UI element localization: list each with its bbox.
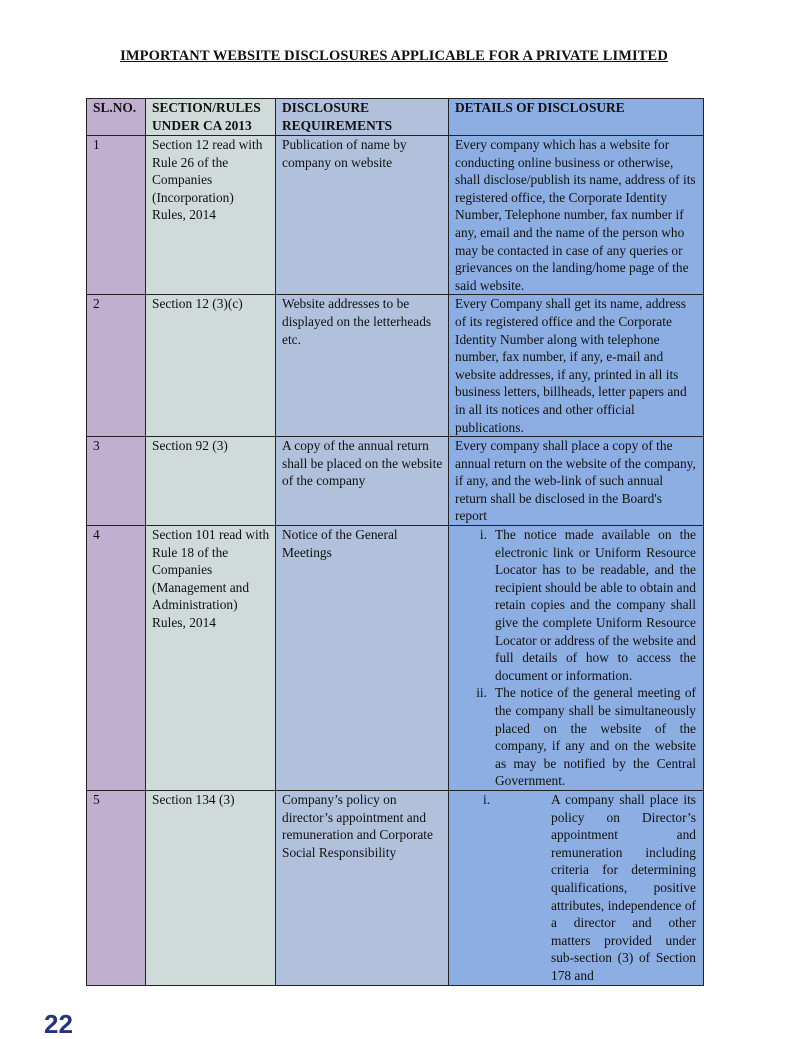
row-requirement: Publication of name by company on website bbox=[276, 136, 449, 295]
row-section: Section 134 (3) bbox=[146, 790, 276, 985]
row-details: Every company which has a website for conducting online business or otherwise, shall disclose/publish its name, address of its registered office, the Corporate Identity Number, Telephone number, fax number if any, email and the name of the person who may be contacted in case of any queries or grievances on the landing/home page of the said website. bbox=[449, 136, 704, 295]
table-row bbox=[87, 526, 704, 791]
list-item-text: A company shall place its policy on Director’s appointment and remuneration including criteria for determining qualifications, positive attributes, independence of a director and other matters provided under sub-section (3) of Section 178 and bbox=[551, 791, 696, 983]
row-details: Every Company shall get its name, address of its registered office and the Corporate Identity Number along with telephone number, fax number, if any, e-mail and website addresses, if any, printed in all its business letters, billheads, letter papers and in all its notices and other official publications. bbox=[449, 295, 704, 437]
list-item-text: The notice of the general meeting of the company shall be simultaneously placed on the website of the company, if any and on the website as may be notified by the Central Government. bbox=[495, 685, 696, 789]
row-number: 1 bbox=[87, 136, 146, 295]
list-item-text: The notice made available on the electronic link or Uniform Resource Locator has to be readable, and the recipient should be able to obtain and retain copies and the company shall give the complete Uniform Resource Locator or address of the website and full details of how to access the document or information. bbox=[495, 527, 696, 683]
row-requirement: Company’s policy on director’s appointment and remuneration and Corporate Social Responsibility bbox=[276, 790, 449, 985]
row-requirement: Notice of the General Meetings bbox=[276, 526, 449, 791]
list-item-number: i. bbox=[483, 791, 491, 807]
row-details bbox=[449, 526, 704, 791]
list-item bbox=[455, 791, 696, 985]
row-requirement: Website addresses to be displayed on the letterheads etc. bbox=[276, 295, 449, 437]
page-number-mark: 22 bbox=[44, 1009, 73, 1039]
row-section: Section 12 read with Rule 26 of the Companies (Incorporation) Rules, 2014 bbox=[146, 136, 276, 295]
row-section: Section 92 (3) bbox=[146, 437, 276, 526]
row-number: 5 bbox=[87, 790, 146, 985]
list-item bbox=[455, 684, 696, 790]
row-number: 3 bbox=[87, 437, 146, 526]
table-row bbox=[87, 790, 704, 985]
row-section: Section 101 read with Rule 18 of the Companies (Management and Administration) Rules, 2014 bbox=[146, 526, 276, 791]
header-requirements: DISCLOSURE REQUIREMENTS bbox=[276, 99, 449, 136]
row-requirement: A copy of the annual return shall be placed on the website of the company bbox=[276, 437, 449, 526]
list-item-number: ii. bbox=[476, 685, 487, 701]
row-details bbox=[449, 790, 704, 985]
table-row bbox=[87, 136, 704, 295]
list-item-number: i. bbox=[479, 527, 487, 543]
header-details: DETAILS OF DISCLOSURE bbox=[449, 99, 704, 136]
row-details: Every company shall place a copy of the annual return on the website of the company, if any, and the web-link of such annual return shall be disclosed in the Board's report bbox=[449, 437, 704, 526]
table-row bbox=[87, 437, 704, 526]
row-number: 4 bbox=[87, 526, 146, 791]
header-section: SECTION/RULES UNDER CA 2013 bbox=[146, 99, 276, 136]
row-number: 2 bbox=[87, 295, 146, 437]
list-item bbox=[455, 526, 696, 684]
disclosures-table bbox=[86, 98, 704, 986]
header-slno: SL.NO. bbox=[87, 99, 146, 136]
document-title: IMPORTANT WEBSITE DISCLOSURES APPLICABLE FOR A PRIVATE LIMITED bbox=[120, 48, 668, 64]
row-section: Section 12 (3)(c) bbox=[146, 295, 276, 437]
table-row bbox=[87, 295, 704, 437]
table-header-row bbox=[87, 99, 704, 136]
